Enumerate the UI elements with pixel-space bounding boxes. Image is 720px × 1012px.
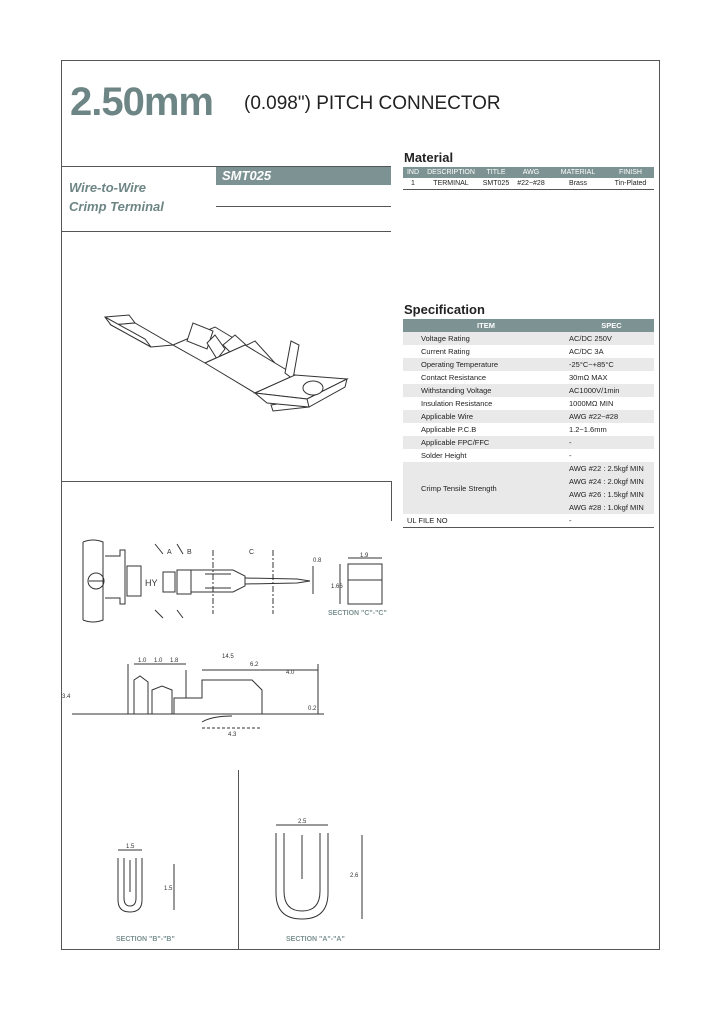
material-cell: SMT025	[479, 178, 513, 190]
section-cc-caption: SECTION "C"-"C"	[328, 610, 387, 617]
spec-item: Current Rating	[421, 347, 470, 356]
marker-a: A	[167, 549, 172, 556]
spec-value: 1000MΩ MIN	[569, 399, 614, 408]
spec-item: Withstanding Voltage	[403, 384, 569, 397]
spec-value: -	[569, 436, 654, 449]
dim-4-0: 4.0	[286, 670, 295, 676]
spec-col-spec: SPEC	[569, 319, 654, 332]
table-row	[403, 514, 654, 528]
table-row	[403, 410, 654, 423]
crimp-value: AWG #28 : 1.0kgf MIN	[569, 503, 644, 512]
material-heading: Material	[404, 150, 454, 165]
marker-hy: HY	[145, 578, 158, 588]
dim-1-5-a: 1.5	[126, 844, 135, 850]
dim-4-3: 4.3	[228, 732, 237, 738]
divider	[391, 481, 392, 521]
section-aa-view	[262, 815, 372, 935]
dim-1-5-b: 1.5	[164, 886, 173, 892]
spec-item: Solder Height	[421, 451, 467, 460]
spec-value: 1.2~1.6mm	[569, 425, 607, 434]
spec-item: Voltage Rating	[403, 332, 569, 345]
spec-value: AWG #22~#28	[569, 410, 654, 423]
series-line1: Wire-to-Wire	[69, 180, 147, 195]
crimp-value: AWG #26 : 1.5kgf MIN	[569, 490, 644, 499]
spec-item: Operating Temperature	[403, 358, 569, 371]
dim-2-6: 2.6	[350, 873, 359, 879]
crimp-value: AWG #24 : 2.0kgf MIN	[569, 477, 644, 486]
material-col-description: DESCRIPTION	[423, 167, 479, 178]
marker-b: B	[187, 549, 192, 556]
table-row	[403, 397, 654, 410]
terminal-side-view	[62, 650, 332, 740]
dim-0-8: 0.8	[313, 558, 322, 564]
material-cell: 1	[403, 178, 423, 190]
spec-item: Applicable P.C.B	[421, 425, 477, 434]
spec-value: AC/DC 3A	[569, 347, 604, 356]
material-cell: TERMINAL	[423, 178, 479, 190]
table-row	[403, 178, 654, 190]
series-line2: Crimp Terminal	[69, 199, 164, 214]
table-row	[403, 462, 654, 514]
spec-item: Applicable FPC/FFC	[403, 436, 569, 449]
material-cell: #22~#28	[513, 178, 549, 190]
spec-header-row	[403, 319, 654, 332]
section-aa-caption: SECTION "A"-"A"	[286, 936, 345, 943]
spec-value: -	[569, 514, 654, 528]
spec-value	[569, 462, 654, 514]
dim-1-66: 1.66	[331, 584, 343, 590]
material-col-awg: AWG	[513, 167, 549, 178]
spec-item: UL FILE NO	[403, 514, 569, 528]
marker-c: C	[249, 549, 255, 556]
spec-col-item: ITEM	[403, 319, 569, 332]
dim-3-4: 3.4	[62, 694, 71, 700]
divider	[61, 481, 391, 482]
title-connector: (0.098") PITCH CONNECTOR	[244, 93, 501, 114]
table-row	[403, 436, 654, 449]
crimp-value: AWG #22 : 2.5kgf MIN	[569, 464, 644, 473]
table-row	[403, 358, 654, 371]
material-table	[403, 167, 654, 190]
divider	[238, 770, 239, 950]
spec-value: 30mΩ MAX	[569, 373, 608, 382]
dim-1-8: 1.8	[170, 658, 179, 664]
table-row	[403, 371, 654, 384]
material-cell: Tin-Plated	[607, 178, 654, 190]
material-header-row	[403, 167, 654, 178]
divider	[216, 206, 391, 207]
dim-14-5: 14.5	[222, 654, 234, 660]
dim-2-5: 2.5	[298, 819, 307, 825]
material-cell: Brass	[549, 178, 607, 190]
material-col-finish: FINISH	[607, 167, 654, 178]
specification-heading: Specification	[404, 302, 485, 317]
spec-item: Contact Resistance	[421, 373, 487, 382]
table-row	[403, 345, 654, 358]
spec-value: -25°C~+85°C	[569, 358, 654, 371]
section-bb-caption: SECTION "B"-"B"	[116, 936, 175, 943]
part-code: SMT025	[216, 167, 391, 185]
material-col-title: TITLE	[479, 167, 513, 178]
spec-value: AC1000V/1min	[569, 384, 654, 397]
material-col-material: MATERIAL	[549, 167, 607, 178]
terminal-isometric-view	[95, 305, 355, 425]
title-pitch: 2.50mm	[70, 80, 213, 124]
section-cc-view	[330, 550, 400, 610]
spec-value: -	[569, 451, 572, 460]
table-row	[403, 449, 654, 462]
spec-value: AC/DC 250V	[569, 332, 654, 345]
table-row	[403, 423, 654, 436]
specification-table	[403, 319, 654, 528]
dim-1-9: 1.9	[360, 553, 369, 559]
spec-item: Applicable Wire	[403, 410, 569, 423]
material-col-ind: IND	[403, 167, 423, 178]
spec-item: Insulation Resistance	[421, 399, 493, 408]
dim-1-0-a: 1.0	[138, 658, 147, 664]
table-row	[403, 332, 654, 345]
section-bb-view	[100, 840, 190, 920]
spec-item: Crimp Tensile Strength	[403, 462, 569, 514]
dim-0-2: 0.2	[308, 706, 317, 712]
dim-6-2: 6.2	[250, 662, 259, 668]
table-row	[403, 384, 654, 397]
dim-1-0-b: 1.0	[154, 658, 163, 664]
divider	[61, 231, 391, 232]
